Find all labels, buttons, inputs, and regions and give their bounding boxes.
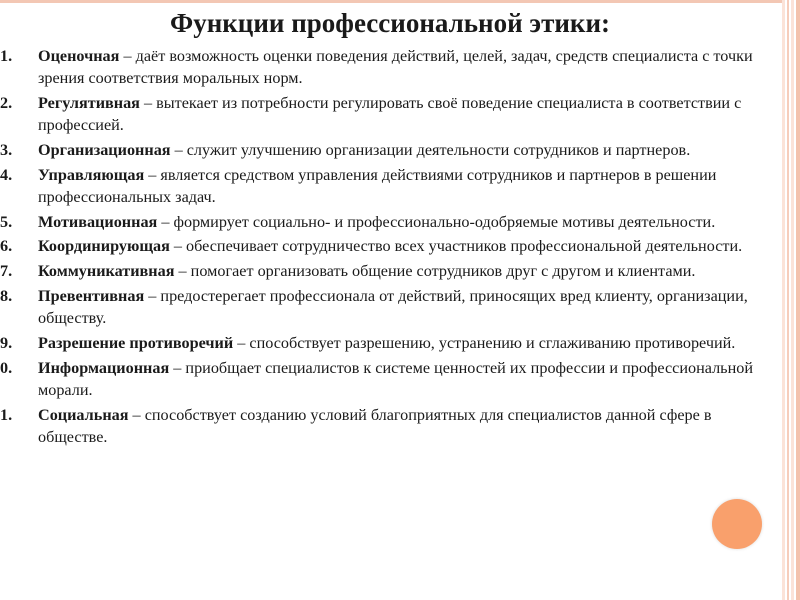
slide-right-border bbox=[782, 0, 800, 600]
function-name: Организационная bbox=[38, 140, 171, 159]
list-item bbox=[0, 235, 760, 257]
function-description: – приобщает специалистов к системе ценностей их профессии и профессиональной морали. bbox=[38, 359, 753, 400]
function-name: Оценочная bbox=[38, 47, 120, 65]
function-description: – способствует созданию условий благоприятных для специалистов данной сфере в обществе. bbox=[38, 405, 712, 446]
list-item bbox=[0, 404, 760, 448]
item-number: 3. bbox=[0, 140, 13, 159]
function-description: – предостерегает профессионала от действий, приносящих вред клиенту, организации, обществу. bbox=[38, 287, 748, 328]
function-description: – формирует социально- и профессионально-одобряемые мотивы деятельности. bbox=[157, 212, 716, 231]
function-name: Коммуникативная bbox=[38, 262, 175, 281]
list-item bbox=[0, 260, 760, 282]
slide-top-border bbox=[0, 0, 800, 3]
function-description: – обеспечивает сотрудничество всех участников профессиональной деятельности. bbox=[169, 237, 743, 256]
item-number: 4. bbox=[0, 165, 13, 184]
item-number: 7. bbox=[0, 262, 13, 281]
item-number: 8. bbox=[0, 287, 13, 306]
functions-list bbox=[0, 45, 760, 451]
list-item bbox=[0, 92, 760, 136]
function-name: Разрешение противоречий bbox=[38, 334, 234, 353]
list-item bbox=[0, 45, 760, 89]
function-name: Регулятивная bbox=[38, 93, 140, 112]
function-name: Информационная bbox=[38, 359, 170, 378]
item-number: 9. bbox=[0, 334, 13, 353]
function-description: – даёт возможность оценки поведения действий, целей, задач, средств специалиста с точки зрения соответствия моральных норм. bbox=[38, 47, 753, 87]
item-number: 5. bbox=[0, 212, 13, 231]
list-item bbox=[0, 139, 760, 161]
item-number: 1. bbox=[0, 405, 13, 424]
list-item bbox=[0, 285, 760, 329]
item-number: 1. bbox=[0, 47, 13, 65]
slide-title: Функции профессиональной этики: bbox=[170, 8, 610, 38]
decorative-circle bbox=[712, 499, 762, 549]
function-name: Координирующая bbox=[38, 237, 170, 256]
function-description: – помогает организовать общение сотрудников друг с другом и клиентами. bbox=[174, 262, 696, 281]
list-item bbox=[0, 164, 760, 208]
item-number: 2. bbox=[0, 93, 13, 112]
function-description: – является средством управления действиями сотрудников и партнеров в решении профессиональных задач. bbox=[38, 165, 717, 206]
function-description: – служит улучшению организации деятельности сотрудников и партнеров. bbox=[170, 140, 691, 159]
function-name: Мотивационная bbox=[38, 212, 158, 231]
function-description: – способствует разрешению, устранению и сглаживанию противоречий. bbox=[233, 334, 736, 353]
list-item bbox=[0, 211, 760, 233]
function-description: – вытекает из потребности регулировать своё поведение специалиста в соответствии с профессией. bbox=[38, 93, 742, 134]
item-number: 0. bbox=[0, 359, 13, 378]
function-name: Социальная bbox=[38, 405, 129, 424]
function-name: Превентивная bbox=[38, 287, 145, 306]
list-item bbox=[0, 357, 760, 401]
list-item bbox=[0, 332, 760, 354]
item-number: 6. bbox=[0, 237, 13, 256]
function-name: Управляющая bbox=[38, 165, 145, 184]
